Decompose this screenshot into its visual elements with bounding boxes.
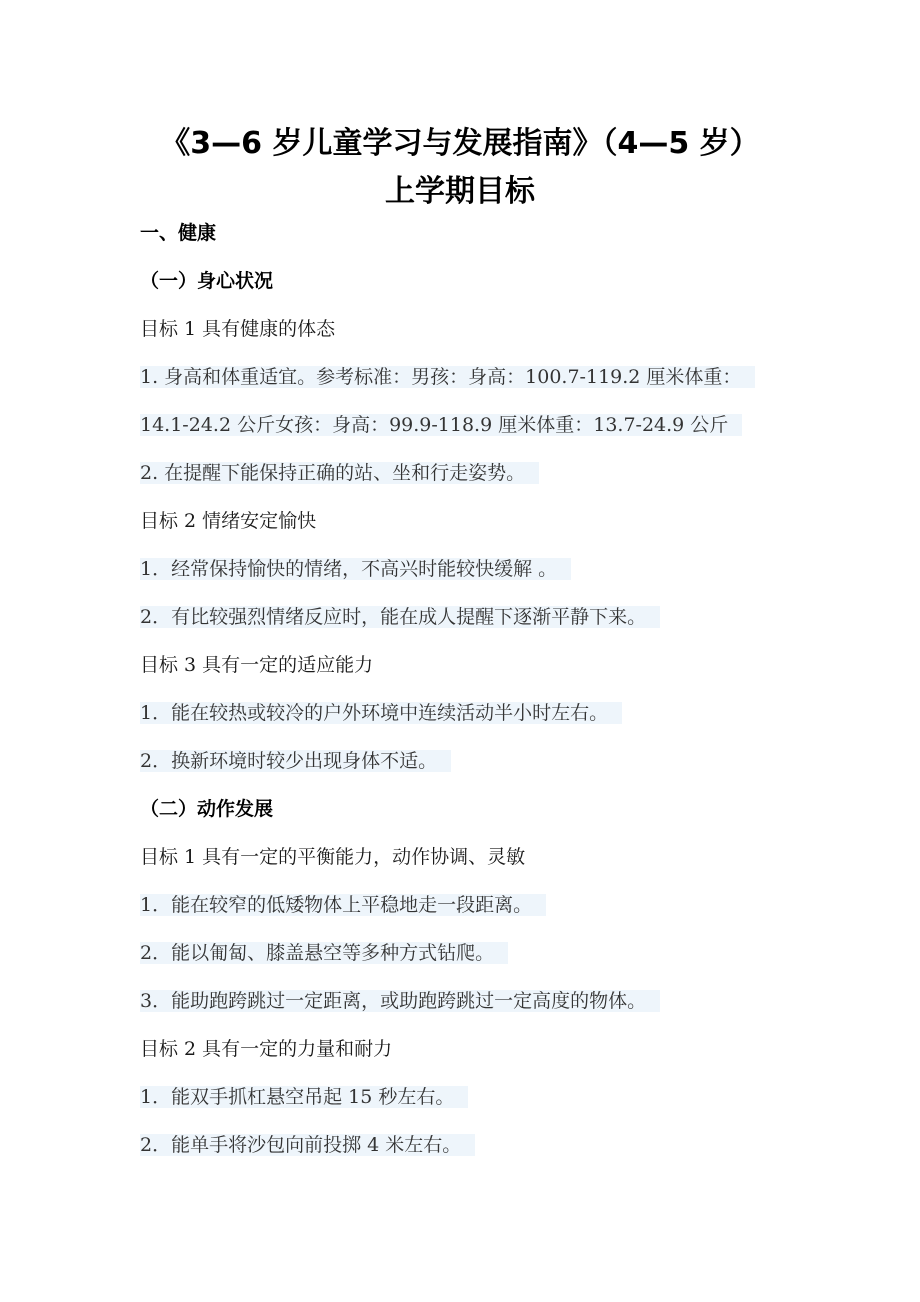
section-heading-health: 一、健康: [140, 222, 217, 244]
goal-item-text: 1. 身高和体重适宜。参考标准：男孩：身高：100.7-119.2 厘米体重：: [140, 366, 755, 388]
document-title: 《3—6 岁儿童学习与发展指南》（4—5 岁）: [160, 126, 760, 161]
goal-item-text: 2．有比较强烈情绪反应时，能在成人提醒下逐渐平静下来。: [140, 606, 660, 628]
goal-item: [140, 556, 571, 582]
goal-item-text: 2．换新环境时较少出现身体不适。: [140, 750, 451, 772]
goal-item: [140, 892, 546, 918]
goal-item-text: 2．能单手将沙包向前投掷 4 米左右。: [140, 1134, 475, 1156]
document-subtitle: 上学期目标: [385, 174, 535, 209]
goal-item-text: 1．能在较热或较冷的户外环境中连续活动半小时左右。: [140, 702, 622, 724]
goal-heading: 目标 1 具有健康的体态: [140, 318, 336, 340]
goal-item: [140, 748, 451, 774]
subsection-heading-physical-condition: （一）身心状况: [140, 270, 274, 292]
goal-item-text: 14.1-24.2 公斤女孩：身高：99.9-118.9 厘米体重：13.7-24.9 公斤: [140, 414, 742, 436]
goal-item: [140, 988, 660, 1014]
goal-item-text: 2．能以匍匐、膝盖悬空等多种方式钻爬。: [140, 942, 508, 964]
goal-item-text: 1．经常保持愉快的情绪，不高兴时能较快缓解 。: [140, 558, 571, 580]
goal-item: [140, 940, 508, 966]
goal-item: [140, 1132, 475, 1158]
goal-item: [140, 412, 742, 438]
goal-item-text: 1．能双手抓杠悬空吊起 15 秒左右。: [140, 1086, 468, 1108]
goal-heading: 目标 2 情绪安定愉快: [140, 510, 317, 532]
goal-heading: 目标 2 具有一定的力量和耐力: [140, 1038, 393, 1060]
goal-item-text: 3．能助跑跨跳过一定距离，或助跑跨跳过一定高度的物体。: [140, 990, 660, 1012]
goal-item-text: 1．能在较窄的低矮物体上平稳地走一段距离。: [140, 894, 546, 916]
goal-item: [140, 1084, 468, 1110]
goal-item: [140, 604, 660, 630]
goal-heading: 目标 3 具有一定的适应能力: [140, 654, 374, 676]
goal-item: [140, 700, 622, 726]
goal-item: [140, 364, 755, 390]
subsection-heading-motor-development: （二）动作发展: [140, 798, 274, 820]
goal-heading: 目标 1 具有一定的平衡能力，动作协调、灵敏: [140, 846, 526, 868]
goal-item-text: 2. 在提醒下能保持正确的站、坐和行走姿势。: [140, 462, 539, 484]
goal-item: [140, 460, 539, 486]
